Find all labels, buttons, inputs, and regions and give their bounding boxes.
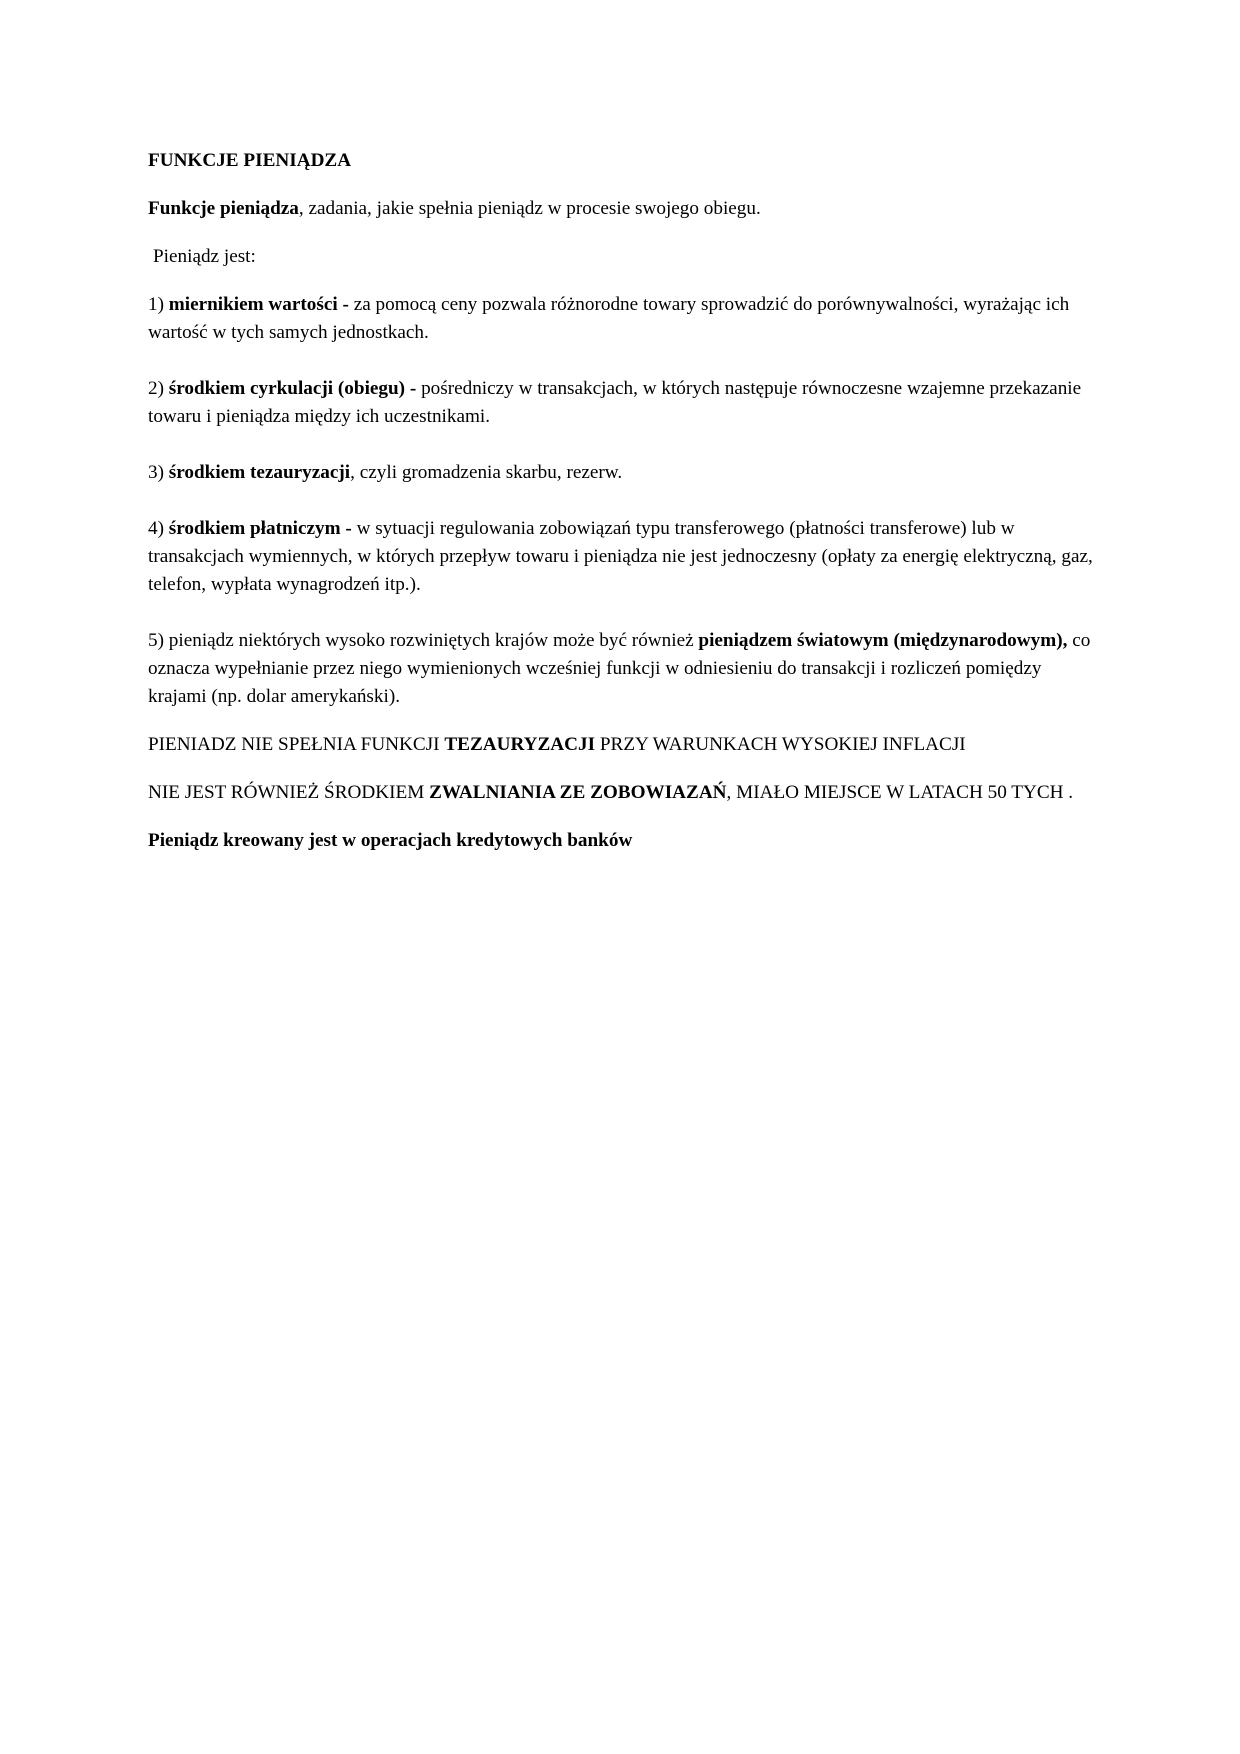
intro-term: Funkcje pieniądza [148,198,299,219]
list-item-5 [148,627,1093,711]
list-item-1 [148,291,1093,347]
item-term: pieniądzem światowym (międzynarodowym), [698,630,1068,651]
item-term: środkiem płatniczym - [168,518,352,539]
note-term: ZWALNIANIA ZE ZOBOWIAZAŃ [429,782,727,803]
item-term: miernikiem wartości - [168,294,349,315]
intro-paragraph [148,195,1093,223]
note-text-before: PIENIADZ NIE SPEŁNIA FUNKCJI [148,734,440,755]
obligation-note [148,779,1093,807]
item-text: pośredniczy w transakcjach, w których następuje równoczesne wzajemne przekazanie towaru i pieniądza między ich uczestnikami. [148,378,1082,427]
list-item-4 [148,515,1093,599]
item-number: 2) [148,378,164,399]
note-text-before: NIE JEST RÓWNIEŻ ŚRODKIEM [148,782,425,803]
inflation-note [148,731,1093,759]
item-text: za pomocą ceny pozwala różnorodne towary sprowadzić do porównywalności, wyrażając ich wartość w tych samych jednostkach. [148,294,1070,343]
item-term: środkiem cyrkulacji (obiegu) - [168,378,417,399]
list-item-2 [148,375,1093,431]
note-term: TEZAURYZACJI [444,734,596,755]
item-number: 3) [148,462,164,483]
closing-statement: Pieniądz kreowany jest w operacjach kredytowych banków [148,830,633,851]
item-number: 5) [148,630,164,651]
list-item-3 [148,459,1093,487]
item-text: w sytuacji regulowania zobowiązań typu transferowego (płatności transferowe) lub w transakcjach wymiennych, w których przepływ towaru i pieniądza nie jest jednoczesny (opłaty za energię elektryczną, gaz, telefon, wypłata wynagrodzeń itp.). [148,518,1093,595]
intro-text: , zadania, jakie spełnia pieniądz w procesie swojego obiegu. [298,198,761,219]
document-body [148,147,1093,855]
item-text: , czyli gromadzenia skarbu, rezerw. [350,462,623,483]
note-text-after: PRZY WARUNKACH WYSOKIEJ INFLACJI [599,734,966,755]
item-text: co oznacza wypełnianie przez niego wymienionych wcześniej funkcji w odniesieniu do transakcji i rozliczeń pomiędzy krajami (np. dolar amerykański). [148,630,1091,707]
item-intro-text: pieniądz niektórych wysoko rozwiniętych krajów może być również [168,630,694,651]
lead-line: Pieniądz jest: [153,246,256,267]
item-term: środkiem tezauryzacji [168,462,351,483]
note-text-after: , MIAŁO MIEJSCE W LATACH 50 TYCH . [726,782,1074,803]
item-number: 4) [148,518,164,539]
item-number: 1) [148,294,164,315]
document-title: FUNKCJE PIENIĄDZA [148,150,352,171]
